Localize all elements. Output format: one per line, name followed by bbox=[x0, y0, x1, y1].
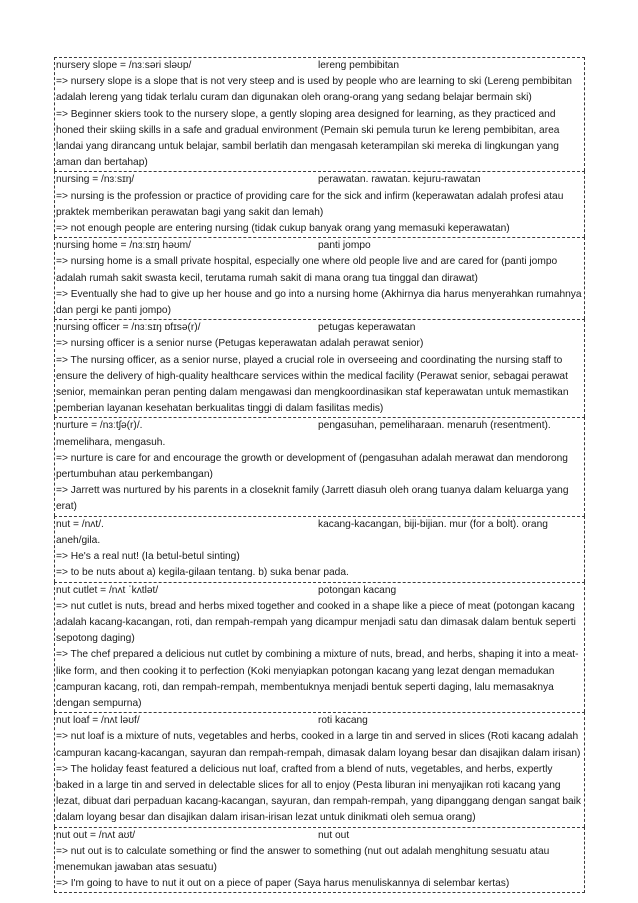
entry-heading bbox=[56, 172, 583, 188]
example-line: => The nursing officer, as a senior nurse, played a crucial role in overseeing and coordinating the nursing staff to ensure the delivery of high-quality healthcare services within the medical facility (Perawat senior, sebagai perawat senior, memainkan peran penting dalam mengawasi dan mengkoordinasikan staf keperawatan untuk memastikan pemberian layanan kesehatan berkualitas tinggi di dalam fasilitas medis) bbox=[56, 354, 569, 415]
headword-pronunciation: nut out = /nʌt aʊt/ bbox=[56, 829, 136, 841]
entry-nursery-slope bbox=[54, 57, 585, 171]
translation: petugas keperawatan bbox=[318, 322, 416, 334]
translation: nut out bbox=[318, 829, 350, 841]
translation: roti kacang bbox=[318, 715, 368, 727]
definition-line: => nurture is care for and encourage the growth or development of (pengasuhan adalah merawat dan mendorong pertumbuhan atau perkembangan) bbox=[56, 452, 568, 481]
example-line: => I'm going to have to nut it out on a piece of paper (Saya harus menuliskannya di selembar kertas) bbox=[56, 878, 510, 890]
headword-pronunciation: nursing home = /nɜːsɪŋ həʊm/ bbox=[56, 240, 191, 252]
dictionary-page bbox=[54, 57, 585, 893]
entry-heading bbox=[56, 320, 583, 336]
entry-heading bbox=[56, 713, 583, 729]
example-line: => to be nuts about a) kegila-gilaan tentang. b) suka benar pada. bbox=[56, 567, 349, 579]
headword-pronunciation: nursery slope = /nɜːsəri sləʊp/ bbox=[56, 60, 192, 71]
headword-pronunciation: nut cutlet = /nʌt ˈkʌtlət/ bbox=[56, 584, 159, 596]
translation: kacang-kacangan, biji-bijian. mur (for a bolt). orang aneh/gila. bbox=[56, 518, 548, 546]
example-line: => Eventually she had to give up her house and go into a nursing home (Akhirnya dia harus menyerahkan rumahnya dan pergi ke panti jompo) bbox=[56, 288, 582, 317]
entry-nursing-officer bbox=[54, 319, 585, 417]
example-line: => not enough people are entering nursing (tidak cukup banyak orang yang memasuki keperawatan) bbox=[56, 223, 510, 235]
definition-line: => nursing is the profession or practice of providing care for the sick and infirm (keperawatan adalah profesi atau praktek memberikan perawatan bagi yang sakit dan lemah) bbox=[56, 190, 564, 218]
entry-nut bbox=[54, 516, 585, 582]
entry-nursing-home bbox=[54, 237, 585, 319]
entry-nut-out bbox=[54, 827, 585, 894]
headword-pronunciation: nut = /nʌt/. bbox=[56, 518, 104, 530]
headword-pronunciation: nursing officer = /nɜːsɪŋ ɒfɪsə(r)/ bbox=[56, 322, 201, 334]
example-line: => He's a real nut! (Ia betul-betul sinting) bbox=[56, 551, 240, 563]
entry-nut-loaf bbox=[54, 712, 585, 826]
example-line: => Beginner skiers took to the nursery slope, a gently sloping area designed for learning, as they practiced and honed their skiing skills in a safe and gradual environment (Pemain ski pemula turun ke lereng pembibitan, area landai yang dirancang untuk belajar, sambil berlatih dan mengasah keterampilan ski mereka di lingkungan yang aman dan bertahap) bbox=[56, 108, 560, 169]
definition-line: => nut loaf is a mixture of nuts, vegetables and herbs, cooked in a large tin and served in slices (Roti kacang adalah campuran kacang-kacangan, sayuran dan rempah-rempah, dimasak dalam loyang besar dan disajikan dalam irisan) bbox=[56, 731, 581, 759]
definition-line: => nut cutlet is nuts, bread and herbs mixed together and cooked in a shape like a piece of meat (potongan kacang adalah kacang-kacangan, roti, dan rempah-rempah yang dicampur menjadi satu dan dimasak dalam bentuk seperti sepotong daging) bbox=[56, 600, 576, 645]
headword-pronunciation: nurture = /nɜːtʃə(r)/. bbox=[56, 420, 143, 432]
example-line: => Jarrett was nurtured by his parents in a closeknit family (Jarrett diasuh oleh orang tuanya dalam keluarga yang erat) bbox=[56, 485, 569, 513]
entry-heading bbox=[56, 828, 583, 844]
example-line: => The chef prepared a delicious nut cutlet by combining a mixture of nuts, bread, and herbs, shaping it into a meat-like form, and then cooking it to perfection (Koki menyiapkan potongan kacang yang lezat dengan memadukan campuran kacang, roti, dan rempah-rempah, membentuknya menjadi bentuk seperti daging, lalu memasaknya dengan sempurna) bbox=[56, 649, 579, 709]
entry-heading bbox=[56, 238, 583, 254]
entry-heading bbox=[56, 517, 583, 549]
translation: pengasuhan, pemeliharaan. menaruh (resentment). memelihara, mengasuh. bbox=[56, 420, 551, 448]
translation: potongan kacang bbox=[318, 584, 397, 596]
definition-line: => nursing officer is a senior nurse (Petugas keperawatan adalah perawat senior) bbox=[56, 338, 424, 350]
entry-heading bbox=[56, 583, 583, 599]
entry-heading bbox=[56, 58, 583, 74]
definition-line: => nut out is to calculate something or find the answer to something (nut out adalah menghitung sesuatu atau menemukan jawaban atas sesuatu) bbox=[56, 845, 550, 873]
definition-line: => nursery slope is a slope that is not very steep and is used by people who are learning to ski (Lereng pembibitan adalah lereng yang tidak terlalu curam dan digunakan oleh orang-orang yang sedang belajar bermain ski) bbox=[56, 76, 572, 104]
entry-nursing bbox=[54, 171, 585, 237]
translation: lereng pembibitan bbox=[318, 60, 399, 71]
entry-nut-cutlet bbox=[54, 582, 585, 713]
headword-pronunciation: nursing = /nɜːsɪŋ/ bbox=[56, 174, 135, 186]
definition-line: => nursing home is a small private hospital, especially one where old people live and are cared for (panti jompo adalah rumah sakit swasta kecil, terutama rumah sakit di mana orang tua tinggal dan dirawat) bbox=[56, 256, 558, 284]
headword-pronunciation: nut loaf = /nʌt ləʊf/ bbox=[56, 715, 140, 727]
example-line: => The holiday feast featured a delicious nut loaf, crafted from a blend of nuts, vegetables, and herbs, expertly baked in a large tin and served in delectable slices for all to enjoy (Pesta liburan ini menyajikan roti kacang yang lezat, dibuat dari perpaduan kacang-kacangan, sayuran, dan rempah-rempah, yang dipanggang dengan sangat baik dalam loyang besar dan disajikan dalam irisan-irisan lezat untuk dinikmati oleh semua orang) bbox=[56, 763, 582, 824]
entry-heading bbox=[56, 418, 583, 450]
translation: perawatan. rawatan. kejuru-rawatan bbox=[318, 174, 481, 186]
translation: panti jompo bbox=[318, 240, 371, 252]
entry-nurture bbox=[54, 417, 585, 515]
